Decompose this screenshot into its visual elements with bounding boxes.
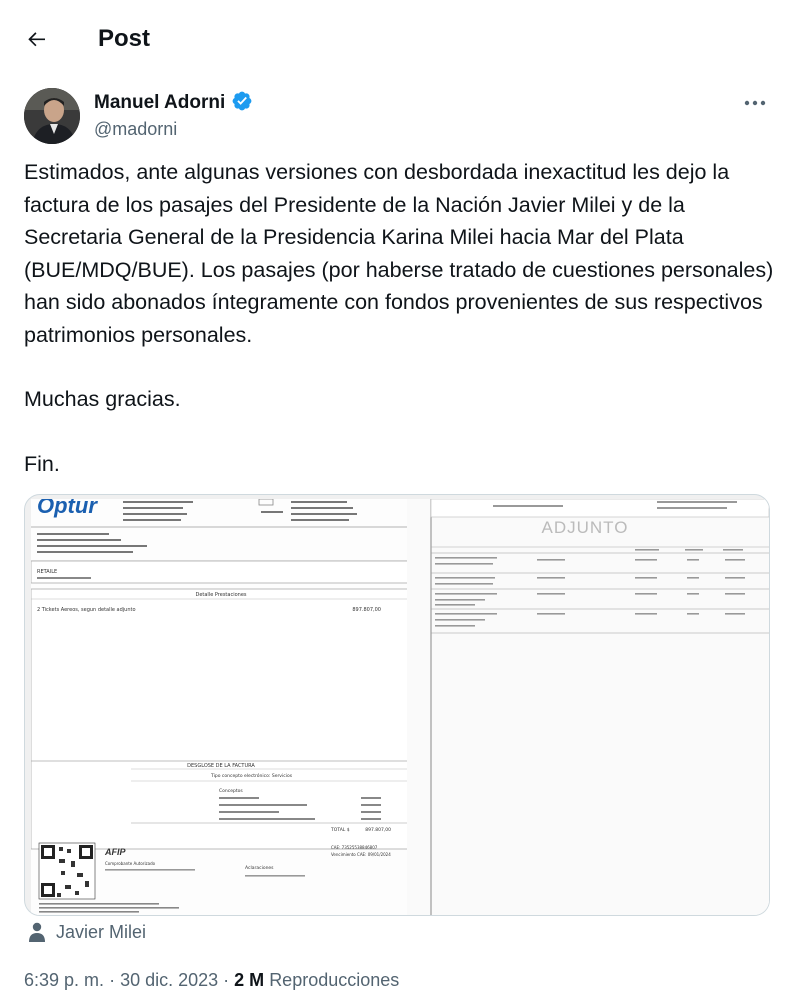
views-label: Reproducciones xyxy=(269,970,400,990)
more-options-button[interactable] xyxy=(738,88,772,118)
cae-number: CAE: 73525538846807 xyxy=(331,845,378,850)
invoice-attachment-page xyxy=(407,499,769,915)
tweet-paragraph: Muchas gracias. xyxy=(24,387,181,411)
tagged-name: Javier Milei xyxy=(56,921,147,942)
attached-image[interactable] xyxy=(24,494,770,916)
tagged-people[interactable] xyxy=(28,920,146,944)
afip-logo: AFIP xyxy=(105,847,126,857)
invoice-document xyxy=(31,499,413,915)
qr-code xyxy=(39,843,95,899)
aclaraciones-label: Aclaraciones xyxy=(245,866,274,871)
afip-sub: Comprobante Autorizado xyxy=(105,861,156,866)
retail-label: RETAILE xyxy=(37,569,58,575)
total-amount: 897.807,00 xyxy=(365,828,391,833)
back-button[interactable] xyxy=(18,20,56,58)
avatar[interactable] xyxy=(24,88,80,144)
author-name[interactable]: Manuel Adorni xyxy=(94,90,253,115)
top-bar xyxy=(0,0,790,76)
verified-badge-icon xyxy=(231,90,253,112)
item-line: 2 Tickets Aereos, segun detalle adjunto xyxy=(37,607,136,613)
more-dots-icon xyxy=(744,100,766,106)
tweet-paragraph: Fin. xyxy=(24,451,60,476)
optur-logo: Optur xyxy=(37,499,97,518)
adjunto-watermark: ADJUNTO xyxy=(541,518,629,537)
separator-dot: · xyxy=(223,970,235,990)
tweet-text xyxy=(24,156,774,480)
post-date[interactable]: 30 dic. 2023 xyxy=(120,970,219,990)
attachment-document xyxy=(407,499,769,915)
views-count: 2 M xyxy=(234,970,265,990)
conceptos-label: Conceptos xyxy=(219,789,243,794)
tweet-paragraph: Estimados, ante algunas versiones con desbordada inexactitud les dejo la factura de los pasajes del Presidente de la Nación Javier Milei y de la Secretaria General de la Presidencia Karina Milei hacia Mar del Plata (BUE/MDQ/BUE). Los pasajes (por haberse tratado de cuestiones personales) han sido abonados íntegramente con fondos provenientes de sus respectivos patrimonios personales. xyxy=(24,160,774,347)
detail-title: Detalle Prestaciones xyxy=(195,592,247,598)
person-icon xyxy=(28,922,46,942)
author-row xyxy=(24,88,774,144)
tipo-concepto: Tipo concepto electrónico: Servicios xyxy=(211,774,293,779)
page-title: Post xyxy=(98,25,151,52)
item-amount: 897.807,00 xyxy=(352,607,381,613)
post-meta xyxy=(24,968,399,992)
breakdown-title: DESGLOSE DE LA FACTURA xyxy=(187,763,255,769)
post-time[interactable]: 6:39 p. m. xyxy=(24,970,105,990)
total-label: TOTAL $ xyxy=(331,828,350,833)
back-arrow-icon xyxy=(25,27,49,51)
author-handle[interactable]: @madorni xyxy=(94,119,178,139)
cae-expiry: Vencimiento CAE: 09/01/2024 xyxy=(331,852,391,857)
avatar-image xyxy=(24,88,80,144)
separator-dot: · xyxy=(109,970,121,990)
invoice-page xyxy=(31,499,414,915)
